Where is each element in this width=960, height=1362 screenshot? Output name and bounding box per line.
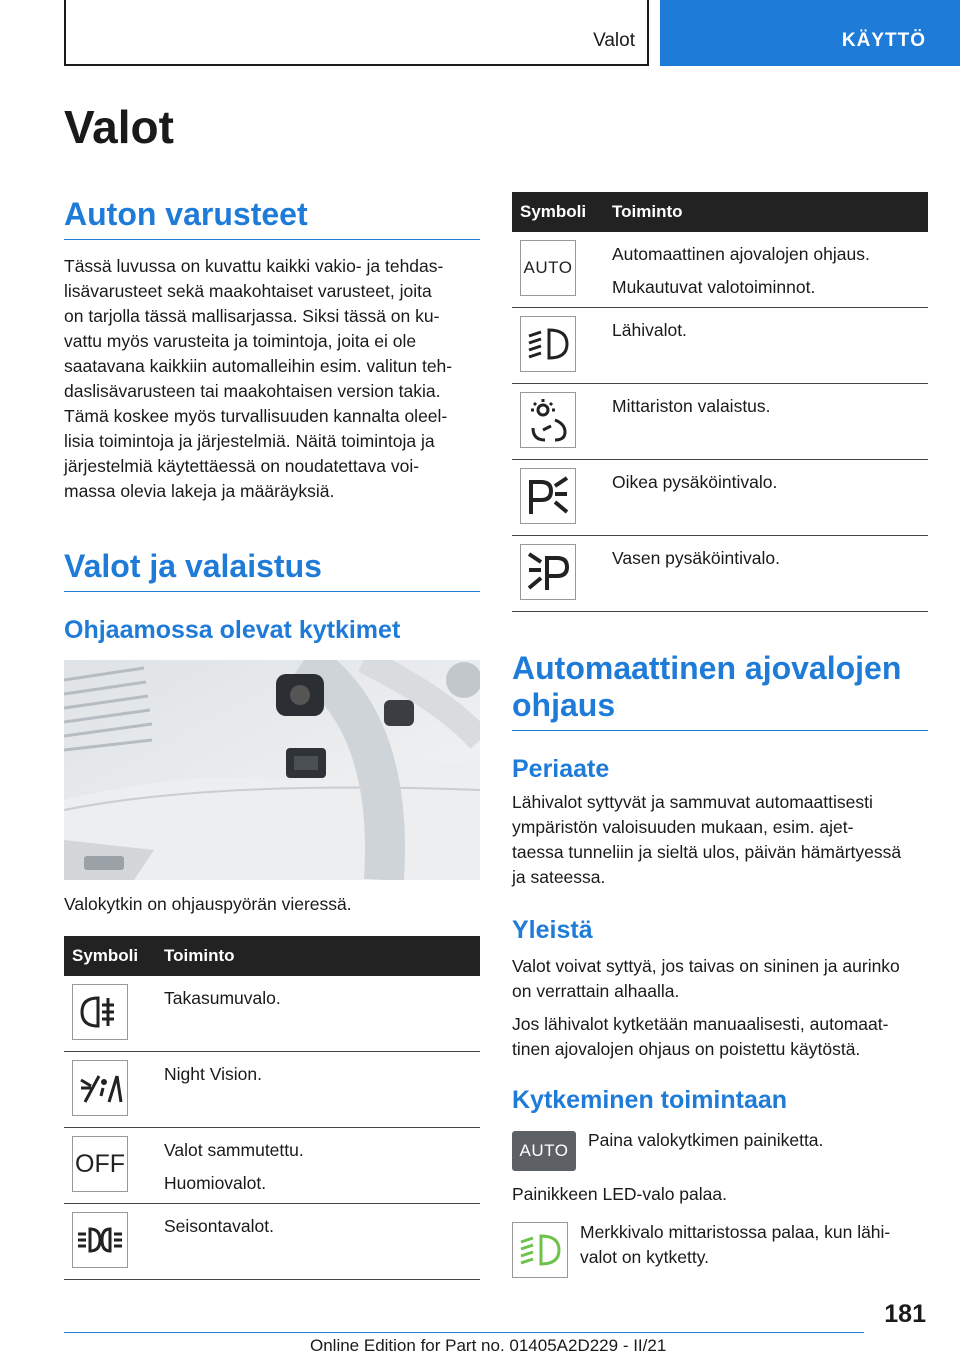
left-parking-light-icon — [520, 544, 576, 600]
text-line: tinen ajovalojen ohjaus on poistettu käytöstä. — [512, 1039, 861, 1059]
auto-icon — [520, 240, 576, 296]
off-icon — [72, 1136, 128, 1192]
heading-equipment: Auton varusteet — [64, 196, 480, 240]
col-symbol: Symboli — [520, 202, 587, 221]
table-header — [512, 192, 928, 232]
row-text: Automaattinen ajovalojen ohjaus. — [612, 244, 870, 264]
page-number: 181 — [884, 1300, 926, 1328]
row-text: Lähivalot. — [612, 320, 687, 340]
heading-principle: Periaate — [512, 755, 610, 783]
text-line: daslisävarusteen tai maakohtaisen version takia. — [64, 381, 441, 401]
text-line: valot on kytketty. — [580, 1247, 710, 1267]
photo-caption: Valokytkin on ohjauspyörän vieressä. — [64, 894, 352, 914]
night-vision-icon — [72, 1060, 128, 1116]
table-row — [512, 536, 928, 612]
table-row — [512, 308, 928, 384]
heading-switches: Ohjaamossa olevat kytkimet — [64, 616, 401, 644]
table-row — [64, 1204, 480, 1280]
right-symbol-table — [512, 192, 928, 612]
col-symbol: Symboli — [72, 946, 139, 965]
table-header — [64, 936, 480, 976]
header-frame — [64, 0, 649, 66]
auto-button-text: AUTO — [519, 1141, 569, 1160]
footer-edition: Online Edition for Part no. 01405A2D229 - II/21 — [310, 1336, 667, 1355]
principle-paragraph — [512, 790, 932, 890]
low-beam-icon — [520, 316, 576, 372]
general-paragraph-2 — [512, 1012, 932, 1062]
auto-button-icon — [512, 1131, 576, 1171]
heading-general: Yleistä — [512, 916, 593, 944]
header-chapter-tab[interactable]: KÄYTTÖ — [660, 0, 960, 66]
off-symbol-text: OFF — [75, 1149, 125, 1178]
col-function: Toiminto — [612, 202, 683, 221]
table-row — [64, 1128, 480, 1204]
auto-symbol-text: AUTO — [523, 258, 573, 277]
table-row — [64, 1052, 480, 1128]
text-line: ja sateessa. — [512, 867, 606, 887]
cockpit-photo — [64, 660, 480, 880]
led-text: Painikkeen LED-valo palaa. — [512, 1184, 727, 1204]
table-row — [512, 384, 928, 460]
table-row — [64, 976, 480, 1052]
text-line: ympäristön valoisuuden mukaan, esim. ajet- — [512, 817, 854, 837]
text-line: Merkkivalo mittaristossa palaa, kun lähi- — [580, 1222, 891, 1242]
text-line: massa olevia lakeja ja määräyksiä. — [64, 481, 335, 501]
heading-line: ohjaus — [512, 686, 616, 723]
row-text: Takasumuvalo. — [164, 988, 281, 1008]
row-text: Night Vision. — [164, 1064, 262, 1084]
header-section: Valot — [593, 30, 635, 51]
row-text: Mittariston valaistus. — [612, 396, 771, 416]
press-text: Paina valokytkimen painiketta. — [588, 1130, 824, 1150]
equipment-paragraph — [64, 254, 484, 504]
heading-line: Automaattinen ajovalojen — [512, 650, 902, 686]
general-paragraph-1 — [512, 954, 932, 1004]
table-row — [512, 460, 928, 536]
text-line: on verrattain alhaalla. — [512, 981, 680, 1001]
text-line: Jos lähivalot kytketään manuaalisesti, automaat- — [512, 1014, 889, 1034]
text-line: Lähivalot syttyvät ja sammuvat automaattisesti — [512, 792, 873, 812]
footer-divider — [64, 1332, 864, 1333]
row-text: Huomiovalot. — [164, 1173, 267, 1193]
row-text: Valot sammutettu. — [164, 1140, 304, 1160]
left-symbol-table — [64, 936, 480, 1280]
text-line: saatavana kaikkiin automalleihin esim. valitun teh- — [64, 356, 453, 376]
row-text: Vasen pysäköintivalo. — [612, 548, 780, 568]
instrument-lighting-icon — [520, 392, 576, 448]
heading-activate: Kytkeminen toimintaan — [512, 1086, 788, 1114]
heading-auto-headlights — [512, 650, 928, 731]
table-row — [512, 232, 928, 308]
col-function: Toiminto — [164, 946, 235, 965]
row-text: Seisontavalot. — [164, 1216, 274, 1236]
text-line: on tarjolla tässä mallisarjassa. Siksi tässä on ku- — [64, 306, 440, 326]
low-beam-indicator-icon — [512, 1222, 568, 1278]
heading-lights: Valot ja valaistus — [64, 548, 480, 592]
page-title: Valot — [64, 101, 174, 153]
rear-fog-light-icon — [72, 984, 128, 1040]
text-line: taessa tunneliin ja sieltä ulos, päivän hämärtyessä — [512, 842, 902, 862]
right-parking-light-icon — [520, 468, 576, 524]
text-line: lisävarusteet sekä maakohtaiset varusteet, joita — [64, 281, 432, 301]
indicator-text — [580, 1220, 920, 1270]
row-text: Mukautuvat valotoiminnot. — [612, 277, 816, 297]
text-line: Valot voivat syttyä, jos taivas on sininen ja aurinko — [512, 956, 900, 976]
row-text: Oikea pysäköintivalo. — [612, 472, 778, 492]
text-line: Tässä luvussa on kuvattu kaikki vakio- ja tehdas- — [64, 256, 444, 276]
parking-lights-icon — [72, 1212, 128, 1268]
text-line: lisia toimintoja ja järjestelmiä. Näitä toimintoja ja — [64, 431, 435, 451]
text-line: Tämä koskee myös turvallisuuden kannalta oleel- — [64, 406, 448, 426]
text-line: vattu myös varusteita ja toimintoja, joita ei ole — [64, 331, 417, 351]
text-line: järjestelmiä käytettäessä on noudatettava voi- — [64, 456, 420, 476]
